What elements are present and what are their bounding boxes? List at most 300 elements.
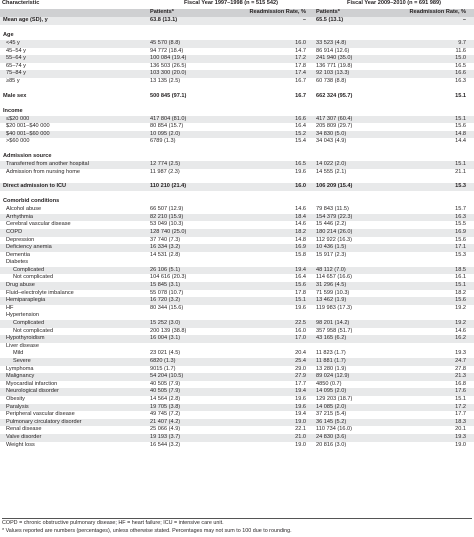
- table-row: [0, 267, 474, 275]
- patients-cell: 10 095 (2.0): [148, 131, 220, 139]
- patients2-cell: 417 307 (60.4): [314, 116, 384, 124]
- readmission-cell: 18.4: [220, 214, 314, 222]
- table-row: [0, 161, 474, 169]
- readmission2-cell: 15.1: [455, 395, 467, 402]
- patients2-cell: 106 209 (15.4): [314, 183, 384, 191]
- row-label: Depression: [6, 236, 35, 243]
- patients-cell: [148, 312, 220, 320]
- readmission2-cell: 18.3: [384, 419, 474, 427]
- patients-cell: 82 210 (15.9): [148, 214, 220, 222]
- patients2-cell: 110 734 (16.0): [316, 426, 352, 433]
- row-label: Dementia: [6, 251, 30, 258]
- readmission-cell: 17.7: [295, 380, 307, 387]
- patients2-cell: 14 022 (2.0): [314, 161, 384, 169]
- readmission2-cell: 19.3: [384, 434, 474, 442]
- patients2-cell: 114 657 (16.6): [316, 274, 352, 281]
- patients2-cell: 89 024 (12.9): [314, 373, 384, 381]
- row-label: Age: [3, 32, 14, 38]
- patients2-cell: 112 922 (16.3): [316, 236, 352, 243]
- row-label: HF: [6, 304, 14, 311]
- patients2-cell: 14 085 (2.0): [314, 404, 384, 412]
- spacer-row: [0, 25, 474, 32]
- patients2-cell: 241 940 (35.0): [314, 55, 384, 63]
- readmission-cell: 14.6: [295, 206, 307, 213]
- readmission2-cell: 16.5: [455, 62, 467, 69]
- table-row: [0, 237, 474, 245]
- table-row: [0, 381, 474, 389]
- row-label: Drug abuse: [0, 282, 148, 290]
- table-row: [0, 221, 474, 229]
- patients2-cell: 136 771 (19.8): [316, 62, 353, 69]
- row-label: Mild: [13, 350, 24, 357]
- readmission2-cell: 16.3: [384, 214, 474, 222]
- readmission2-cell: 18.5: [384, 267, 474, 275]
- patients2-cell: 15 917 (2.3): [316, 251, 347, 258]
- readmission-cell: 25.4: [220, 358, 314, 366]
- row-label: Admission source: [3, 152, 52, 159]
- section-header-row: [0, 108, 474, 116]
- readmission-cell: 16.6: [220, 116, 314, 124]
- readmission2-cell: 14.8: [384, 131, 474, 139]
- readmission-cell: 18.2: [220, 229, 314, 237]
- patients-cell: 6789 (1.3): [150, 138, 176, 145]
- patients2-cell: 34 043 (4.9): [316, 138, 347, 145]
- patients2-cell: 92 103 (13.3): [314, 70, 384, 78]
- section-header-row: [0, 153, 474, 161]
- section-header-row: [0, 32, 474, 40]
- readmission-header: Readmission Rate, %: [220, 9, 314, 17]
- table-row: [0, 350, 474, 358]
- row-label: Paralysis: [0, 404, 148, 412]
- patients2-cell: 65.5 (13.1): [314, 17, 384, 25]
- table-row: [0, 388, 474, 396]
- patients-cell: 25 066 (4.9): [150, 426, 181, 433]
- readmission2-cell: 15.6: [455, 236, 467, 243]
- patients2-cell: [314, 108, 384, 116]
- row-label: >$60 000: [6, 138, 30, 145]
- readmission-cell: 17.2: [220, 55, 314, 63]
- row-label: Transferred from another hospital: [0, 161, 148, 169]
- readmission2-cell: [384, 259, 474, 267]
- row-label: Income: [3, 107, 23, 114]
- table-row: [0, 297, 474, 305]
- patients-cell: 94 772 (18.4): [150, 47, 184, 54]
- row-label: Liver disease: [6, 342, 39, 349]
- readmission-cell: –: [220, 17, 314, 25]
- readmission-cell: 19.4: [295, 411, 307, 418]
- row-label: Myocardial infarction: [6, 380, 58, 387]
- readmission-cell: 16.0: [220, 183, 314, 191]
- readmission2-cell: 16.1: [455, 274, 467, 281]
- readmission-cell: 19.0: [220, 419, 314, 427]
- readmission2-cell: [384, 198, 474, 206]
- readmission2-cell: 15.0: [384, 55, 474, 63]
- readmission-cell: [220, 343, 314, 351]
- patients-cell: 55 078 (10.7): [150, 289, 184, 296]
- readmission-cell: 16.7: [295, 92, 307, 99]
- patients-cell: 9015 (1.7): [150, 365, 176, 372]
- readmission2-cell: 15.1: [384, 116, 474, 124]
- readmission-cell: [220, 198, 314, 206]
- readmission2-cell: [384, 312, 474, 320]
- patients-cell: 11 987 (2.3): [150, 168, 180, 175]
- row-label: Admission from nursing home: [6, 168, 80, 175]
- patients-cell: 80 854 (15.7): [150, 123, 184, 130]
- readmission2-cell: 27.8: [455, 365, 467, 372]
- patients-cell: 500 845 (97.1): [150, 92, 187, 99]
- row-label: Peripheral vascular disease: [6, 411, 75, 418]
- patients2-cell: 71 599 (10.3): [316, 289, 350, 296]
- row-label: Hemiparaplegia: [0, 297, 148, 305]
- section-header-row: [0, 198, 474, 206]
- patients2-cell: 98 201 (14.2): [314, 320, 384, 328]
- patients2-cell: [314, 312, 384, 320]
- patients-cell: [148, 32, 220, 40]
- patients-cell: [148, 259, 220, 267]
- readmission2-cell: 15.3: [455, 251, 467, 258]
- table-row: [0, 40, 474, 48]
- row-label: 65–74 y: [6, 62, 26, 69]
- spacer-row: [0, 191, 474, 198]
- readmission-cell: 14.8: [295, 236, 307, 243]
- patients-cell: [148, 198, 220, 206]
- patients2-cell: 15 446 (2.2): [316, 221, 347, 228]
- readmission-cell: 16.7: [295, 77, 307, 84]
- patients-cell: 200 139 (38.8): [150, 327, 187, 334]
- patients2-cell: 34 830 (5.0): [314, 131, 384, 139]
- row-label: Neurological disorder: [0, 388, 148, 396]
- table-row: [0, 366, 474, 374]
- readmission-cell: 16.9: [220, 244, 314, 252]
- table-row: [0, 274, 474, 282]
- patients2-cell: 4850 (0.7): [316, 380, 342, 387]
- readmission-cell: 22.1: [295, 426, 307, 433]
- row-label: Valve disorder: [0, 434, 148, 442]
- table-row: [0, 343, 474, 351]
- row-label: Cerebral vascular disease: [6, 221, 71, 228]
- readmission2-cell: 15.6: [455, 123, 467, 130]
- patients2-cell: [314, 198, 384, 206]
- patients-cell: 37 740 (7.3): [150, 236, 181, 243]
- patients2-cell: [314, 259, 384, 267]
- table-row: [0, 206, 474, 214]
- table-row: [0, 78, 474, 86]
- spacer-row: [0, 146, 474, 153]
- patients2-cell: 79 843 (11.5): [316, 206, 349, 213]
- patients-cell: 417 804 (81.0): [148, 116, 220, 124]
- row-label: Weight loss: [6, 441, 35, 448]
- table-row: [0, 123, 474, 131]
- spacer-row: [0, 86, 474, 93]
- patients-cell: [148, 343, 220, 351]
- footnote-values: * Values reported are numbers (percentages), unless otherwise stated. Percentages may not sum to 100 due to rounding.: [2, 528, 292, 534]
- readmission-cell: 16.4: [295, 274, 307, 281]
- readmission2-cell: 17.7: [455, 411, 467, 418]
- readmission2-cell: 24.7: [384, 358, 474, 366]
- patients-cell: 14 531 (2.8): [150, 251, 181, 258]
- table-row: [0, 229, 474, 237]
- patients-cell: 16 334 (3.2): [148, 244, 220, 252]
- readmission2-cell: 16.3: [455, 77, 467, 84]
- row-label: COPD: [0, 229, 148, 237]
- readmission2-cell: 20.1: [455, 426, 467, 433]
- patients-cell: 45 570 (8.8): [148, 40, 220, 48]
- table-row: [0, 63, 474, 71]
- readmission2-cell: 15.1: [384, 282, 474, 290]
- row-label: Direct admission to ICU: [0, 183, 148, 191]
- patients2-cell: 20 816 (3.0): [316, 441, 347, 448]
- patients-cell: 54 204 (10.5): [148, 373, 220, 381]
- table-row: [0, 183, 474, 191]
- readmission2-cell: 16.6: [384, 70, 474, 78]
- patients-cell: 104 616 (20.3): [150, 274, 187, 281]
- readmission-cell: 15.6: [220, 282, 314, 290]
- footnote-abbreviations: COPD = chronic obstructive pulmonary disease; HF = heart failure; ICU = intensive care unit.: [2, 520, 224, 526]
- row-label: Diabetes: [6, 259, 29, 266]
- patients2-cell: 180 214 (26.0): [314, 229, 384, 237]
- patients2-header: Patients*: [314, 9, 384, 17]
- patients2-cell: 357 958 (51.7): [316, 327, 353, 334]
- readmission2-cell: 17.6: [384, 388, 474, 396]
- readmission-cell: 16.4: [295, 123, 307, 130]
- row-label: Not complicated: [13, 327, 54, 334]
- patients-cell: 49 745 (7.2): [150, 411, 181, 418]
- patients2-cell: 48 112 (7.0): [314, 267, 384, 275]
- table-row: [0, 404, 474, 412]
- patients2-cell: 33 523 (4.8): [314, 40, 384, 48]
- table-row: [0, 244, 474, 252]
- readmission-cell: 16.0: [295, 327, 307, 334]
- patients2-cell: 129 203 (18.7): [316, 395, 353, 402]
- patients-cell: 53 049 (10.3): [150, 221, 184, 228]
- row-label: <45 y: [0, 40, 148, 48]
- readmission-cell: 16.5: [220, 161, 314, 169]
- row-label: Renal disease: [6, 426, 42, 433]
- patients2-cell: 14 555 (2.1): [316, 168, 347, 175]
- readmission2-cell: [384, 108, 474, 116]
- spacer-row: [0, 176, 474, 183]
- readmission2-cell: 15.1: [455, 92, 467, 99]
- readmission2-cell: 15.3: [384, 183, 474, 191]
- table-row: [0, 426, 474, 434]
- readmission-cell: 21.0: [220, 434, 314, 442]
- readmission2-cell: 19.0: [455, 441, 467, 448]
- table-row: [0, 17, 474, 25]
- patients-cell: 15 845 (3.1): [148, 282, 220, 290]
- patients-cell: 103 300 (20.0): [148, 70, 220, 78]
- readmission-cell: 15.1: [220, 297, 314, 305]
- row-label: Lymphoma: [6, 365, 34, 372]
- readmission2-cell: [384, 32, 474, 40]
- readmission2-cell: 15.6: [384, 297, 474, 305]
- patients-cell: [148, 108, 220, 116]
- patients-cell: 100 084 (19.4): [148, 55, 220, 63]
- patients2-cell: 205 809 (29.7): [316, 123, 353, 130]
- readmission-cell: [220, 32, 314, 40]
- patients2-cell: 24 830 (3.6): [314, 434, 384, 442]
- readmission-cell: 19.4: [220, 388, 314, 396]
- readmission-cell: 19.6: [295, 168, 307, 175]
- readmission2-cell: [384, 153, 474, 161]
- patients-cell: 16 544 (3.2): [150, 441, 181, 448]
- characteristic-header: Characteristic: [2, 0, 40, 6]
- row-label: Mean age (SD), y: [0, 17, 148, 25]
- table-row: [0, 442, 474, 450]
- readmission2-cell: 16.8: [455, 380, 467, 387]
- readmission2-cell: 9.7: [384, 40, 474, 48]
- readmission2-cell: 16.2: [384, 335, 474, 343]
- table-body: [0, 17, 474, 449]
- table-row: [0, 434, 474, 442]
- readmission2-cell: 21.1: [455, 168, 467, 175]
- table-row: [0, 138, 474, 146]
- row-label: Complicated: [0, 267, 148, 275]
- patients-cell: 80 344 (15.6): [150, 304, 184, 311]
- row-label: Obesity: [6, 395, 25, 402]
- readmission-cell: 17.8: [295, 62, 307, 69]
- table-row: [0, 411, 474, 419]
- readmission2-cell: 15.5: [455, 221, 467, 228]
- patients-cell: 12 774 (2.5): [148, 161, 220, 169]
- readmission-cell: 19.6: [220, 404, 314, 412]
- row-label: ≤$20 000: [0, 116, 148, 124]
- readmission-cell: 14.6: [295, 221, 307, 228]
- patients2-cell: 14 095 (2.0): [314, 388, 384, 396]
- readmission2-cell: 19.3: [455, 350, 467, 357]
- patients-cell: 21 407 (4.2): [148, 419, 220, 427]
- row-label: Pulmonary circulatory disorder: [0, 419, 148, 427]
- readmission-cell: [220, 312, 314, 320]
- patients2-cell: 154 379 (22.3): [314, 214, 384, 222]
- patients2-cell: 86 914 (12.6): [316, 47, 350, 54]
- row-label: ≥85 y: [6, 77, 20, 84]
- table-row: [0, 214, 474, 222]
- table-row: [0, 373, 474, 381]
- table-row: [0, 320, 474, 328]
- row-label: Complicated: [0, 320, 148, 328]
- table-row: [0, 169, 474, 177]
- patients-cell: 23 021 (4.5): [150, 350, 181, 357]
- readmission-cell: [220, 108, 314, 116]
- table-row: [0, 131, 474, 139]
- row-label: Comorbid conditions: [3, 198, 60, 205]
- readmission2-cell: 14.4: [455, 138, 467, 145]
- row-label: $40 001–$60 000: [0, 131, 148, 139]
- spacer-row: [0, 101, 474, 108]
- patients-cell: 15 252 (3.0): [148, 320, 220, 328]
- row-label: Hypertension: [6, 312, 39, 319]
- period2-header: Fiscal Year 2009–2010 (n = 691 989): [347, 0, 442, 6]
- patients-cell: 128 740 (25.0): [148, 229, 220, 237]
- readmission-cell: 15.8: [295, 251, 307, 258]
- patients2-cell: [314, 32, 384, 40]
- row-label: Fluid–electrolyte imbalance: [6, 289, 74, 296]
- patients2-cell: 119 983 (17.3): [316, 304, 352, 311]
- row-label: $20 001–$40 000: [6, 123, 50, 130]
- table-row: [0, 335, 474, 343]
- patients-cell: 6820 (1.3): [148, 358, 220, 366]
- patients-cell: 14 564 (2.8): [150, 395, 181, 402]
- readmission2-cell: 19.2: [455, 304, 467, 311]
- row-label: Hypothyroidism: [0, 335, 148, 343]
- table-row: [0, 290, 474, 298]
- table-row: [0, 396, 474, 404]
- footnote-divider: [2, 518, 472, 519]
- readmission-cell: 20.4: [295, 350, 307, 357]
- row-label: 55–64 y: [0, 55, 148, 63]
- table-row: [0, 259, 474, 267]
- patients-header: Patients*: [148, 9, 220, 17]
- readmission-cell: 19.6: [295, 304, 307, 311]
- readmission-cell: 14.7: [295, 47, 307, 54]
- readmission-cell: 27.9: [220, 373, 314, 381]
- row-label: Male sex: [3, 92, 27, 99]
- row-label: Alcohol abuse: [6, 206, 42, 213]
- readmission-cell: 15.2: [220, 131, 314, 139]
- table-row: [0, 358, 474, 366]
- row-label: Malignancy: [0, 373, 148, 381]
- readmission-cell: 29.0: [295, 365, 307, 372]
- readmission2-cell: [384, 343, 474, 351]
- readmission-cell: 17.8: [295, 289, 307, 296]
- patients2-cell: [314, 343, 384, 351]
- row-label: Severe: [0, 358, 148, 366]
- patients-cell: 110 210 (21.4): [148, 183, 220, 191]
- patients-cell: 136 503 (26.5): [150, 62, 187, 69]
- readmission2-cell: 19.2: [384, 320, 474, 328]
- patients2-cell: 11 823 (1.7): [316, 350, 346, 357]
- table-row: [0, 116, 474, 124]
- patients2-cell: 36 145 (5.2): [314, 419, 384, 427]
- row-label: 75–84 y: [0, 70, 148, 78]
- readmission-cell: 17.0: [220, 335, 314, 343]
- patients2-cell: [314, 153, 384, 161]
- readmission2-cell: 17.2: [384, 404, 474, 412]
- table-row: [0, 419, 474, 427]
- patients-cell: 16 004 (3.1): [148, 335, 220, 343]
- table-row: [0, 305, 474, 313]
- readmission-cell: 19.4: [220, 267, 314, 275]
- patients-cell: 13 135 (2.5): [150, 77, 181, 84]
- patients2-cell: 10 436 (1.5): [314, 244, 384, 252]
- patients-cell: 40 505 (7.9): [150, 380, 181, 387]
- readmission-cell: 16.0: [220, 40, 314, 48]
- patients2-cell: 31 296 (4.5): [314, 282, 384, 290]
- patients-cell: 40 505 (7.9): [148, 388, 220, 396]
- table-row: [0, 282, 474, 290]
- patients-cell: 66 507 (12.9): [150, 206, 184, 213]
- readmission2-cell: 11.6: [455, 47, 467, 54]
- readmission-cell: 19.6: [295, 395, 307, 402]
- period1-header: Fiscal Year 1997–1998 (n = 515 542): [184, 0, 278, 6]
- patients-cell: 19 705 (3.8): [148, 404, 220, 412]
- table-row: [0, 55, 474, 63]
- patients2-cell: 43 165 (6.2): [314, 335, 384, 343]
- readmission2-cell: 18.2: [455, 289, 467, 296]
- table-row: [0, 93, 474, 101]
- table-row: [0, 70, 474, 78]
- patients2-cell: 13 462 (1.9): [314, 297, 384, 305]
- patients2-cell: 13 280 (1.9): [316, 365, 347, 372]
- table-row: [0, 328, 474, 336]
- table-row: [0, 252, 474, 260]
- patients2-cell: 662 324 (95.7): [316, 92, 353, 99]
- readmission2-cell: 16.9: [384, 229, 474, 237]
- readmission2-cell: 21.3: [384, 373, 474, 381]
- patients-cell: 63.8 (13.1): [148, 17, 220, 25]
- column-header-row: [0, 9, 474, 17]
- readmission2-cell: –: [384, 17, 474, 25]
